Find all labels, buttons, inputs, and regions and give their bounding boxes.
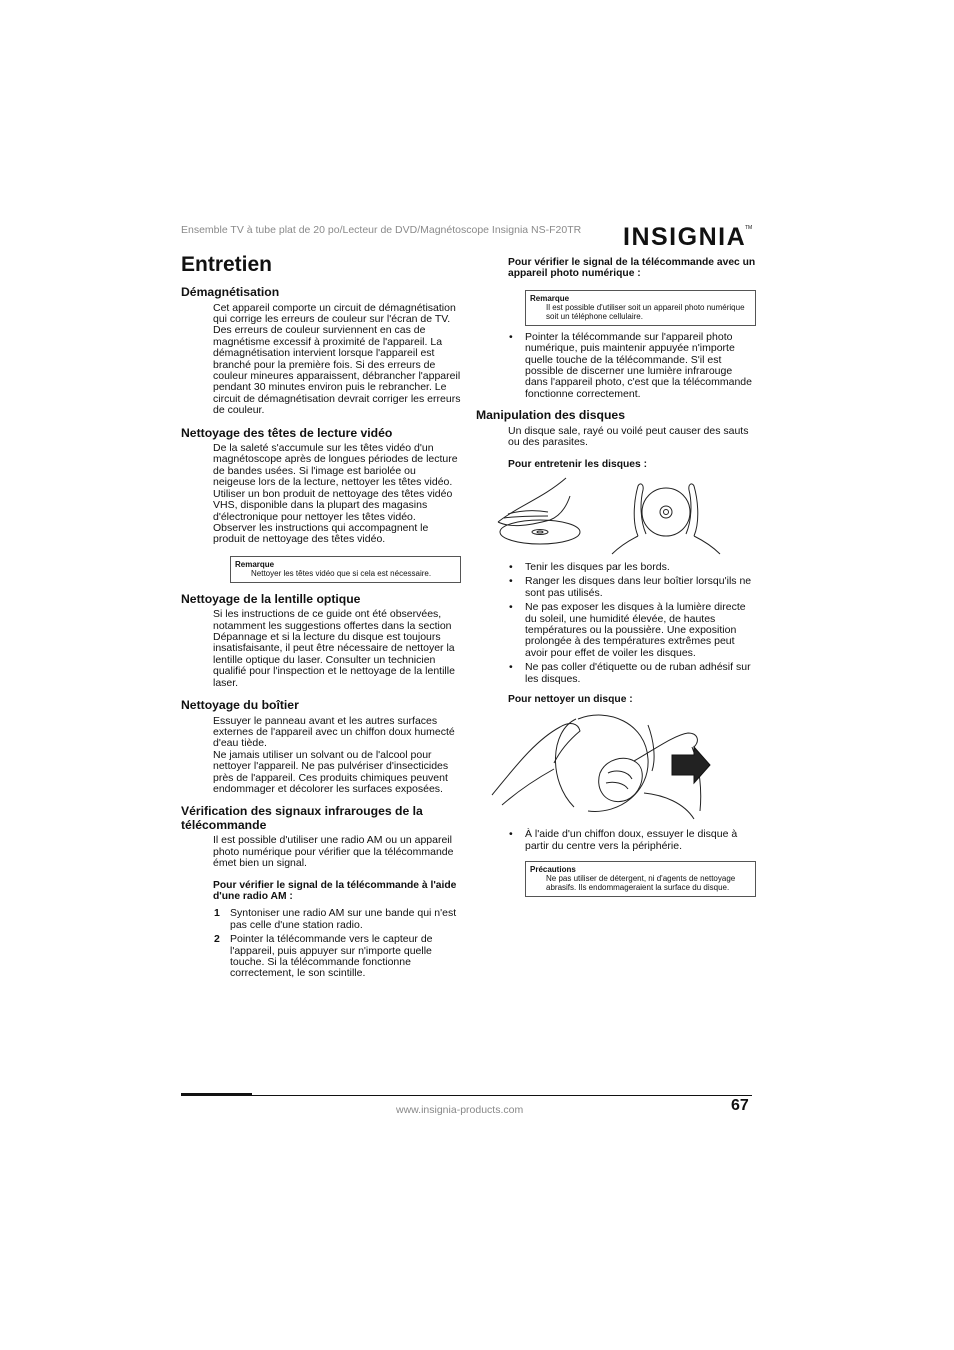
logo-tm: TM <box>745 225 752 231</box>
bullet-text: Ne pas exposer les disques à la lumière directe du soleil, une humidité élevée, de hautes températures ou la poussière. Une exposition prolongée à des températures extrêmes peut avoir pour effet de voiler les disques. <box>525 601 746 659</box>
heads-note <box>230 556 461 583</box>
cabinet-body-1: Essuyer le panneau avant et les autres surfaces externes de l'appareil avec un chiffon doux humecté d'eau tiède. <box>213 714 455 750</box>
camera-subheading: Pour vérifier le signal de la télécommande avec un appareil photo numérique : <box>508 257 756 280</box>
ir-am-steps <box>181 908 461 979</box>
note-body: Il est possible d'utiliser soit un appareil photo numérique soit un téléphone cellulaire. <box>546 302 745 321</box>
disc-cleaning-illustration <box>488 711 738 823</box>
step-text: Syntoniser une radio AM sur une bande qui n'est pas celle d'une station radio. <box>230 907 457 931</box>
list-item <box>476 576 756 599</box>
list-item <box>476 662 756 685</box>
bullet-text: Ne pas coller d'étiquette ou de ruban adhésif sur les disques. <box>525 661 751 685</box>
ir-body: Il est possible d'utiliser une radio AM ou un appareil photo numérique pour vérifier que la télécommande émet bien un signal. <box>213 834 454 870</box>
heads-body-2: Utiliser un bon produit de nettoyage des têtes vidéo VHS, disponible dans la plupart des magasins d'électronique pour nettoyer les têtes vidéo. Observer les instructions qui accompagnent le produit de nettoyage des têtes vidéo. <box>213 487 453 546</box>
note-title: Remarque <box>235 559 275 569</box>
cabinet-body-2: Ne jamais utiliser un solvant ou de l'alcool pour nettoyer l'appareil. Ne pas pulvériser d'insecticides près de l'appareil. Ces produits chimiques peuvent endommager et décolorer les surfaces exposées. <box>213 748 449 795</box>
heading-disc-handling: Manipulation des disques <box>476 408 625 423</box>
list-item <box>476 332 756 400</box>
running-header: Ensemble TV à tube plat de 20 po/Lecteur de DVD/Magnétoscope Insignia NS-F20TR <box>181 224 582 236</box>
caution-title: Précautions <box>530 865 576 875</box>
insignia-logo <box>622 218 752 250</box>
left-column <box>181 286 461 983</box>
caution-note <box>525 861 756 897</box>
step-text: Pointer la télécommande vers le capteur de l'appareil, puis appuyer sur n'importe quelle touche. Si la télécommande fonctionne correctement, le son scintille. <box>230 933 433 980</box>
right-column <box>476 257 756 897</box>
bullet-text: À l'aide d'un chiffon doux, essuyer le disque à partir du centre vers la périphérie. <box>525 828 738 852</box>
heads-body-1: De la saleté s'accumule sur les têtes vidéo d'un magnétoscope après de longues périodes de lecture de bandes usées. Si l'image est bariolée ou neigeuse lors de la lecture, nettoyer les têtes vidéo. <box>213 442 458 489</box>
degauss-body: Cet appareil comporte un circuit de démagnétisation qui corrige les erreurs de couleur sur l'écran de TV. Des erreurs de couleur surviennent en cas de magnétisme excessif à proximité de l'appareil. La démagnétisation intervient lorsque l'appareil est branché pour la première fois. Si des erreurs de couleur mineures apparaissent, débrancher l'appareil pendant 30 minutes environ puis le rebrancher. Le circuit de démagnétisation devrait corriger les erreurs de couleur. <box>213 301 461 417</box>
lens-body: Si les instructions de ce guide ont été observées, notamment les suggestions offertes dans la section Dépannage et si la lecture du disque est toujours insatisfaisante, il peut être nécessaire de nettoyer la lentille optique du laser. Consulter un technicien qualifié pour l'inspection et le nettoyage de la lentille laser. <box>213 608 455 689</box>
bullet: • <box>509 828 513 841</box>
step-number: 1 <box>214 907 220 920</box>
bullet: • <box>509 601 513 614</box>
note-title: Remarque <box>530 293 570 303</box>
heading-cabinet: Nettoyage du boîtier <box>181 698 299 713</box>
list-item <box>181 934 461 980</box>
bullet-text: Ranger les disques dans leur boîtier lorsqu'ils ne sont pas utilisés. <box>525 575 752 599</box>
bullet: • <box>509 560 513 573</box>
list-item <box>181 908 461 931</box>
heading-degauss: Démagnétisation <box>181 285 280 299</box>
disc-holding-illustration <box>488 476 738 556</box>
bullet-text: Pointer la télécommande sur l'appareil photo numérique, puis maintenir appuyée n'importe quelle touche de la télécommande. S'il est possible de discerner une lumière infrarouge dans l'appareil photo, c'est que la télécommande fonctionne correctement. <box>525 330 752 400</box>
heading-lens: Nettoyage de la lentille optique <box>181 591 361 606</box>
list-item <box>476 562 756 573</box>
camera-note <box>525 290 756 326</box>
heading-ir-check: Vérification des signaux infrarouges de la télécommande <box>181 804 423 832</box>
footer-url: www.insignia-products.com <box>396 1104 524 1116</box>
bullet: • <box>509 330 513 343</box>
camera-bullets <box>476 332 756 400</box>
list-item <box>476 829 756 852</box>
disc-clean-bullets <box>476 829 756 852</box>
footer-rule <box>181 1095 752 1096</box>
page-title: Entretien <box>181 253 273 276</box>
note-body: Nettoyer les têtes vidéo que si cela est nécessaire. <box>251 568 432 578</box>
disc-care-subheading: Pour entretenir les disques : <box>508 458 648 470</box>
page-number: 67 <box>731 1097 749 1114</box>
bullet: • <box>509 661 513 674</box>
caution-body: Ne pas utiliser de détergent, ni d'agents de nettoyage abrasifs. Ils endommageraient la surface du disque. <box>546 874 736 893</box>
heading-video-heads: Nettoyage des têtes de lecture vidéo <box>181 425 393 440</box>
bullet: • <box>509 575 513 588</box>
logo-wordmark: INSIGNIA <box>623 223 747 250</box>
list-item <box>476 602 756 659</box>
step-number: 2 <box>214 933 220 946</box>
bullet-text: Tenir les disques par les bords. <box>525 560 670 573</box>
disc-clean-subheading: Pour nettoyer un disque : <box>508 694 633 706</box>
ir-am-subheading: Pour vérifier le signal de la télécommande à l'aide d'une radio AM : <box>213 879 457 903</box>
disc-care-bullets <box>476 562 756 685</box>
arrow-right-icon <box>672 747 710 783</box>
discs-body: Un disque sale, rayé ou voilé peut causer des sauts ou des parasites. <box>508 424 749 449</box>
